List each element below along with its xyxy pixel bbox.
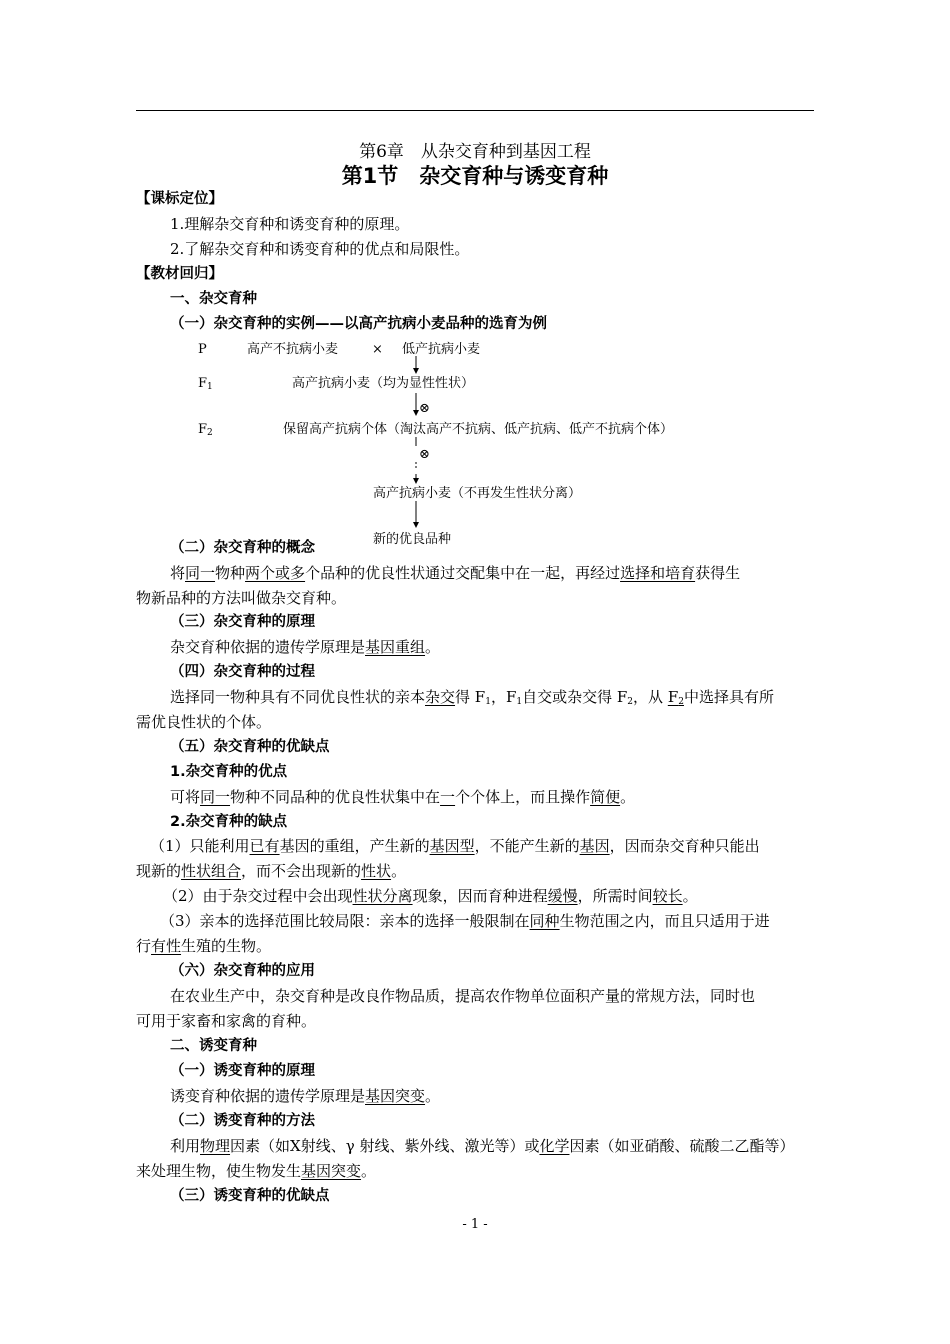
disadvantage-1-line-1: （1）只能利用已有基因的重组，产生新的基因型，不能产生新的基因，因而杂交育种只能出 [150, 837, 760, 855]
diagram-f2-text: 保留高产抗病个体（淘汰高产不抗病、低产抗病、低产不抗病个体） [283, 422, 674, 437]
breeding-flow-arrows [0, 0, 950, 560]
subsection-6-heading: （六）杂交育种的应用 [170, 963, 315, 979]
diagram-selfing-symbol-1: ⊗ [419, 401, 430, 416]
diagram-selfing-symbol-2: ⊗ [419, 447, 430, 462]
mutation-method-line-1: 利用物理因素（如X射线、γ 射线、紫外线、激光等）或化学因素（如亚硝酸、硫酸二乙酯等） [170, 1137, 795, 1155]
subsection-2-heading: （二）杂交育种的概念 [170, 540, 315, 556]
mutation-principle-text: 诱变育种依据的遗传学原理是基因突变。 [170, 1087, 441, 1105]
part-1-heading: 一、杂交育种 [170, 291, 257, 307]
jiaocai-heading: 【教材回归】 [136, 266, 223, 282]
mutation-subsection-1-heading: （一）诱变育种的原理 [170, 1063, 315, 1079]
diagram-cross-sign: × [372, 342, 383, 357]
disadvantage-3-line-1: （3）亲本的选择范围比较局限：亲本的选择一般限制在同种生物范围之内，而且只适用于进 [160, 912, 770, 930]
process-line-1: 选择同一物种具有不同优良性状的亲本杂交得 $F_1$，$F_1$自交或杂交得 $F_2$，从 $F_2$中选择具有所 [170, 688, 774, 707]
page-number: - 1 - [462, 1217, 488, 1232]
disadvantage-1-line-2: 现新的性状组合，而不会出现新的性状。 [136, 862, 407, 880]
principle-text: 杂交育种依据的遗传学原理是基因重组。 [170, 638, 441, 656]
diagram-parent-1: 高产不抗病小麦 [247, 342, 339, 357]
mutation-method-line-2: 来处理生物，使生物发生基因突变。 [136, 1162, 377, 1180]
subsection-1-heading: （一）杂交育种的实例——以高产抗病小麦品种的选育为例 [170, 316, 547, 332]
advantages-text: 可将同一物种不同品种的优良性状集中在一个个体上，而且操作简便。 [170, 788, 636, 806]
diagram-f2-label: $F_2$ [198, 422, 213, 438]
kebiao-item-2: 2.了解杂交育种和诱变育种的优点和局限性。 [170, 240, 470, 258]
concept-line-1: 将同一物种两个或多个品种的优良性状通过交配集中在一起，再经过选择和培育获得生 [170, 564, 741, 582]
process-line-2: 需优良性状的个体。 [136, 713, 272, 731]
diagram-f1-text: 高产抗病小麦（均为显性性状） [292, 376, 475, 391]
advantages-heading: 1.杂交育种的优点 [170, 764, 288, 780]
diagram-parent-2: 低产抗病小麦 [402, 342, 481, 357]
chapter-title: 第6章 从杂交育种到基因工程 [359, 142, 591, 162]
diagram-new-variety: 新的优良品种 [373, 532, 452, 547]
application-line-2: 可用于家畜和家禽的育种。 [136, 1012, 317, 1030]
diagram-f1-label: $F_1$ [198, 376, 213, 392]
mutation-subsection-3-heading: （三）诱变育种的优缺点 [170, 1188, 330, 1204]
disadvantage-3-line-2: 行有性生殖的生物。 [136, 937, 272, 955]
diagram-p-label: P [198, 342, 207, 357]
kebiao-item-1: 1.理解杂交育种和诱变育种的原理。 [170, 215, 410, 233]
disadvantage-2: （2）由于杂交过程中会出现性状分离现象，因而育种进程缓慢，所需时间较长。 [163, 887, 698, 905]
kebiao-heading: 【课标定位】 [136, 191, 223, 207]
part-2-heading: 二、诱变育种 [170, 1038, 257, 1054]
subsection-3-heading: （三）杂交育种的原理 [170, 614, 315, 630]
application-line-1: 在农业生产中，杂交育种是改良作物品质，提高农作物单位面积产量的常规方法，同时也 [170, 987, 756, 1005]
mutation-subsection-2-heading: （二）诱变育种的方法 [170, 1113, 315, 1129]
diagram-stable-line: 高产抗病小麦（不再发生性状分离） [373, 486, 582, 501]
subsection-4-heading: （四）杂交育种的过程 [170, 664, 315, 680]
concept-line-2: 物新品种的方法叫做杂交育种。 [136, 589, 347, 607]
section-title: 第1节 杂交育种与诱变育种 [341, 164, 609, 188]
subsection-5-heading: （五）杂交育种的优缺点 [170, 739, 330, 755]
disadvantages-heading: 2.杂交育种的缺点 [170, 814, 288, 830]
